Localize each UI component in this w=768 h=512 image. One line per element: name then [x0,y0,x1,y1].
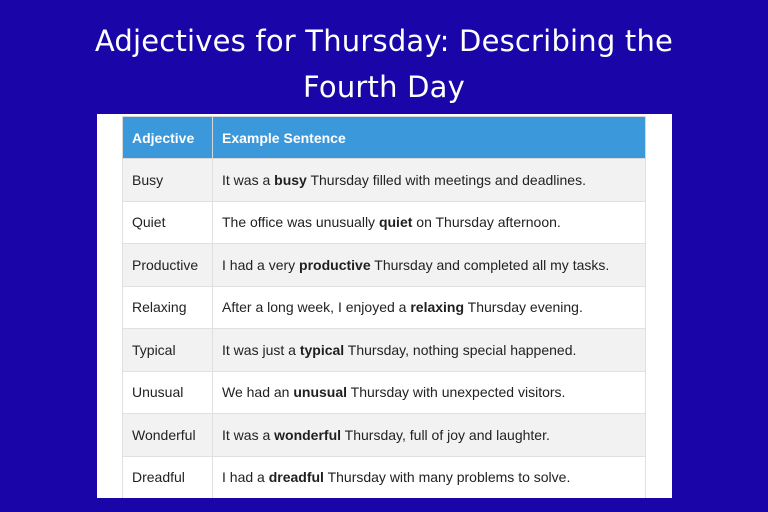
sentence-cell [213,329,646,372]
sentence-pre: After a long week, I enjoyed a [222,299,411,316]
sentence-pre: It was a [222,426,275,443]
sentence-pre: I had a [222,469,269,486]
adjective-cell: Dreadful [123,456,213,498]
sentence-post: Thursday and completed all my tasks. [370,256,610,273]
adjectives-table [122,116,646,498]
table-row [123,371,646,414]
sentence-post: on Thursday afternoon. [412,214,561,231]
sentence-cell [213,456,646,498]
adjective-cell: Wonderful [123,414,213,457]
sentence-cell [213,201,646,244]
sentence-post: Thursday, full of joy and laughter. [341,426,550,443]
table-row [123,201,646,244]
sentence-cell [213,286,646,329]
sentence-bold: productive [299,256,371,273]
sentence-post: Thursday evening. [464,299,583,316]
table-card [97,114,672,498]
adjective-cell: Busy [123,159,213,202]
sentence-bold: relaxing [410,299,465,316]
adjective-cell: Unusual [123,371,213,414]
table-header-row [123,117,646,159]
page-title-line-1: Adjectives for Thursday: Describing the [94,24,674,58]
sentence-bold: unusual [293,384,348,401]
sentence-pre: We had an [222,384,294,401]
sentence-cell [213,414,646,457]
sentence-post: Thursday with many problems to solve. [323,469,571,486]
sentence-post: Thursday, nothing special happened. [344,341,577,358]
table-row [123,244,646,287]
adjective-cell: Typical [123,329,213,372]
sentence-pre: I had a very [222,256,300,273]
adjective-cell: Productive [123,244,213,287]
table-row [123,159,646,202]
page-title [0,18,768,110]
table-row [123,329,646,372]
column-header-adjective: Adjective [123,117,213,159]
sentence-post: Thursday filled with meetings and deadlines. [306,171,586,188]
adjective-cell: Relaxing [123,286,213,329]
page-title-line-2: Fourth Day [303,70,465,104]
table-row [123,414,646,457]
sentence-bold: dreadful [268,469,324,486]
sentence-pre: It was just a [222,341,300,358]
sentence-pre: The office was unusually [222,214,379,231]
sentence-cell [213,244,646,287]
adjective-cell: Quiet [123,201,213,244]
sentence-cell [213,159,646,202]
sentence-post: Thursday with unexpected visitors. [347,384,566,401]
table-row [123,456,646,498]
table-row [123,286,646,329]
sentence-bold: typical [299,341,345,358]
column-header-example-sentence: Example Sentence [213,117,646,159]
sentence-bold: quiet [378,214,413,231]
sentence-pre: It was a [222,171,275,188]
sentence-bold: wonderful [274,426,342,443]
sentence-bold: busy [274,171,307,188]
sentence-cell [213,371,646,414]
